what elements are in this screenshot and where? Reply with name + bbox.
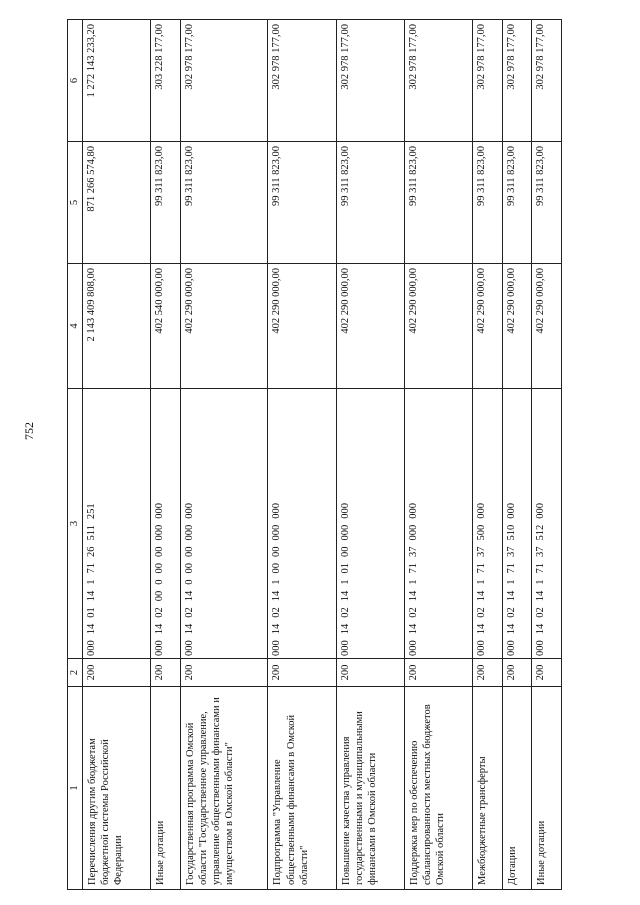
code-part: 14 [271,590,283,602]
row-col2-cell: 200 [532,659,562,687]
row-name-cell: Иные дотации [151,687,181,890]
code-part: 14 [183,623,195,635]
code-part: 1 [535,579,547,585]
row-code-cell [83,389,151,659]
code-part: 14 [407,590,419,602]
budget-code [476,391,487,656]
code-part: 1 [86,579,97,585]
code-part: 02 [476,607,488,618]
code-part: 14 [535,590,547,602]
header-cell-2: 2 [68,659,83,687]
code-part: 01 [339,563,351,574]
row-col5-cell: 871 266 574,80 [83,142,151,264]
code-part: 37 [505,546,517,557]
row-name-cell: Государственная программа Омской области "Государственное управление, управление общественными финансами и имуществом в Омской области" [180,687,268,890]
code-part: 14 [476,623,488,635]
row-col4-cell: 2 143 409 808,00 [83,264,151,389]
code-part: 000 [271,503,283,519]
row-col2-cell: 200 [404,659,472,687]
code-part: 14 [271,623,283,635]
code-part: 000 [535,640,547,656]
code-part: 511 [86,525,97,541]
code-part: 510 [505,524,517,541]
code-part: 14 [339,590,351,602]
code-part: 00 [183,546,195,557]
row-col6-cell: 303 228 177,00 [151,20,181,142]
row-name-cell: Межбюджетные трансферты [473,687,503,890]
code-part: 71 [407,563,419,574]
row-col5-cell: 99 311 823,00 [151,142,181,264]
table-row [404,20,472,890]
budget-code [340,391,351,656]
header-cell-4: 4 [68,264,83,389]
code-part: 14 [86,590,97,602]
code-part: 000 [535,503,547,519]
row-col2-cell: 200 [83,659,151,687]
code-part: 000 [407,640,419,656]
code-part: 000 [183,640,195,656]
row-name-cell: Повышение качества управления государственными и муниципальными финансами в Омской области [336,687,404,890]
row-col5-cell: 99 311 823,00 [336,142,404,264]
code-part: 02 [339,607,351,618]
code-part: 1 [271,579,283,585]
row-col4-cell: 402 290 000,00 [532,264,562,389]
row-col6-cell: 302 978 177,00 [336,20,404,142]
row-code-cell [180,389,268,659]
code-part: 14 [535,623,547,635]
row-col5-cell: 99 311 823,00 [268,142,336,264]
code-part: 00 [154,563,166,574]
table-row [151,20,181,890]
row-col6-cell: 302 978 177,00 [532,20,562,142]
table-row [502,20,532,890]
row-col2-cell: 200 [151,659,181,687]
code-part: 14 [476,590,488,602]
code-part: 000 [339,640,351,656]
code-part: 000 [183,503,195,519]
code-part: 37 [476,546,488,557]
code-part: 37 [407,546,419,557]
row-col4-cell: 402 540 000,00 [151,264,181,389]
row-name-cell: Подпрограмма "Управление общественными финансами в Омской области" [268,687,336,890]
row-col6-cell: 1 272 143 233,20 [83,20,151,142]
code-part: 00 [183,563,195,574]
code-part: 1 [476,579,488,585]
page-number: 752 [22,422,36,440]
code-part: 02 [271,607,283,618]
code-part: 000 [407,503,419,519]
code-part: 000 [154,640,166,656]
table-row [268,20,336,890]
code-part: 02 [535,607,547,618]
code-part: 02 [505,607,517,618]
row-col4-cell: 402 290 000,00 [180,264,268,389]
code-part: 14 [407,623,419,635]
header-row [68,20,83,890]
table-row [83,20,151,890]
code-part: 00 [271,563,283,574]
row-col5-cell: 99 311 823,00 [532,142,562,264]
code-part: 26 [86,546,97,557]
row-name-cell: Дотации [502,687,532,890]
row-col2-cell: 200 [180,659,268,687]
header-cell-3: 3 [68,389,83,659]
table-row [180,20,268,890]
code-part: 02 [183,607,195,618]
code-part: 000 [476,640,488,656]
table-row [336,20,404,890]
code-part: 000 [476,503,488,519]
budget-code [154,391,165,656]
code-part: 000 [271,640,283,656]
code-part: 000 [86,640,97,656]
row-col4-cell: 402 290 000,00 [268,264,336,389]
row-code-cell [532,389,562,659]
code-part: 000 [505,503,517,519]
row-col6-cell: 302 978 177,00 [268,20,336,142]
row-col4-cell: 402 290 000,00 [502,264,532,389]
row-col6-cell: 302 978 177,00 [180,20,268,142]
code-part: 000 [271,524,283,541]
budget-code [408,391,419,656]
row-code-cell [151,389,181,659]
row-name-cell: Иные дотации [532,687,562,890]
row-col2-cell: 200 [336,659,404,687]
code-part: 02 [154,607,166,618]
row-name-cell: Перечисления другим бюджетам бюджетной системы Российской Федерации [83,687,151,890]
code-part: 0 [154,579,166,585]
code-part: 14 [183,590,195,602]
code-part: 0 [183,579,195,585]
row-col4-cell: 402 290 000,00 [336,264,404,389]
code-part: 00 [271,546,283,557]
budget-code [184,391,195,656]
code-part: 251 [86,503,97,520]
row-col4-cell: 402 290 000,00 [473,264,503,389]
code-part: 512 [535,524,547,541]
row-col5-cell: 99 311 823,00 [180,142,268,264]
row-name-cell: Поддержка мер по обеспечению сбалансированности местных бюджетов Омской области [404,687,472,890]
row-col5-cell: 99 311 823,00 [473,142,503,264]
row-col4-cell: 402 290 000,00 [404,264,472,389]
row-code-cell [268,389,336,659]
code-part: 14 [339,623,351,635]
row-code-cell [502,389,532,659]
row-code-cell [404,389,472,659]
code-part: 71 [86,563,97,574]
header-cell-6: 6 [68,20,83,142]
code-part: 00 [339,546,351,557]
code-part: 14 [154,623,166,635]
code-part: 500 [476,524,488,541]
code-part: 1 [339,579,351,585]
row-col5-cell: 99 311 823,00 [502,142,532,264]
code-part: 000 [339,503,351,519]
header-cell-5: 5 [68,142,83,264]
code-part: 37 [535,546,547,557]
code-part: 01 [86,607,97,618]
budget-table [67,19,562,890]
code-part: 000 [183,524,195,541]
code-part: 14 [505,623,517,635]
row-col2-cell: 200 [268,659,336,687]
code-part: 000 [154,503,166,519]
row-col6-cell: 302 978 177,00 [502,20,532,142]
row-col6-cell: 302 978 177,00 [473,20,503,142]
code-part: 02 [407,607,419,618]
row-col2-cell: 200 [502,659,532,687]
row-col2-cell: 200 [473,659,503,687]
code-part: 71 [505,563,517,574]
code-part: 00 [154,546,166,557]
budget-code [271,391,282,656]
code-part: 71 [535,563,547,574]
header-cell-1: 1 [68,687,83,890]
code-part: 14 [86,623,97,635]
code-part: 1 [407,579,419,585]
code-part: 000 [339,524,351,541]
code-part: 000 [407,524,419,541]
code-part: 000 [154,524,166,541]
budget-code [535,391,546,656]
budget-code [506,391,517,656]
code-part: 00 [154,590,166,602]
code-part: 14 [505,590,517,602]
table-row [532,20,562,890]
row-code-cell [473,389,503,659]
row-code-cell [336,389,404,659]
table-row [473,20,503,890]
row-col6-cell: 302 978 177,00 [404,20,472,142]
code-part: 000 [505,640,517,656]
budget-code [86,391,97,656]
code-part: 1 [505,579,517,585]
code-part: 71 [476,563,488,574]
rotated-table-container [67,20,562,890]
row-col5-cell: 99 311 823,00 [404,142,472,264]
